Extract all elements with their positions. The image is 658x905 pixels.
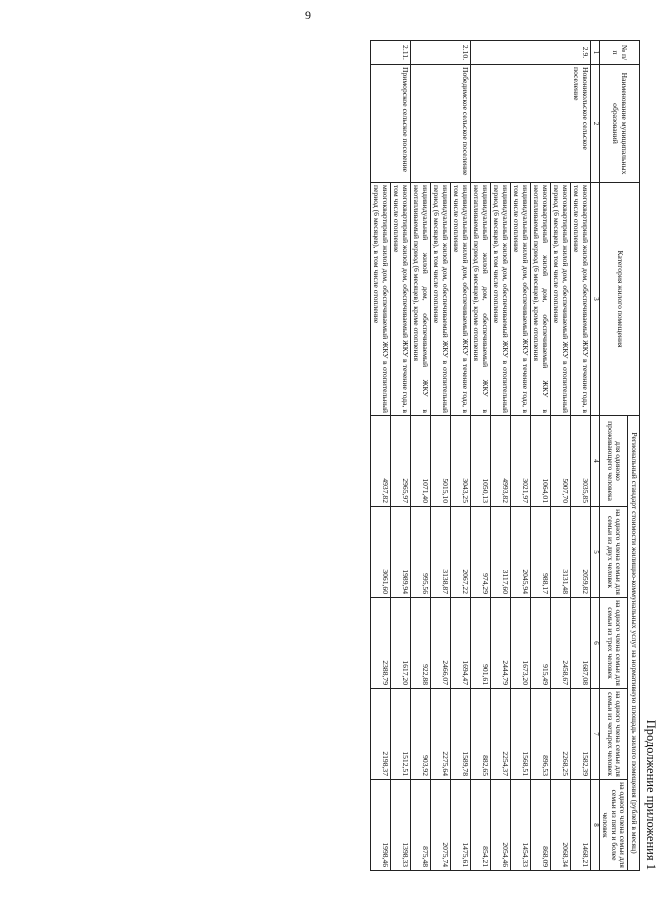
row-number: 2.9. xyxy=(471,41,591,65)
value-cell: 988,17 xyxy=(531,507,551,598)
value-cell: 1694,47 xyxy=(451,598,471,689)
category-cell: индивидуальный жилой дом, обеспечиваемый ЖКУ в отопительный период (6 месяцев), в том числе отопление xyxy=(491,183,511,416)
header-municipality: Наименование муниципальных образований xyxy=(600,65,640,183)
row-number: 2.10. xyxy=(411,41,471,65)
category-cell: индивидуальный жилой дом, обеспечиваемый ЖКУ в течение года, в том числе отопление xyxy=(451,183,471,416)
header-five: на одного члена семьи для семьи из пяти и более человек xyxy=(600,780,629,871)
table-row xyxy=(451,41,471,871)
value-cell: 5015,10 xyxy=(431,416,451,507)
value-cell: 3043,25 xyxy=(451,416,471,507)
value-cell: 1512,51 xyxy=(391,689,411,780)
index-row xyxy=(591,41,600,871)
value-cell: 2045,94 xyxy=(511,507,531,598)
table-row xyxy=(571,41,591,871)
value-cell: 3138,87 xyxy=(431,507,451,598)
category-cell: многоквартирный жилой дом, обеспечиваемый ЖКУ в отопительный период (6 месяцев), в том числе отопление xyxy=(551,183,571,416)
value-cell: 896,53 xyxy=(531,689,551,780)
value-cell: 1468,21 xyxy=(571,780,591,871)
index-cell: 4 xyxy=(591,416,600,507)
page-number: 9 xyxy=(305,8,311,22)
header-row-1 xyxy=(628,41,640,871)
category-cell: индивидуальный жилой дом, обеспечиваемый ЖКУ в отопительный период (6 месяцев), в том числе отопление xyxy=(431,183,451,416)
value-cell: 2388,79 xyxy=(371,598,391,689)
header-three: на одного члена семьи для семьи из трех человек xyxy=(600,598,629,689)
value-cell: 1568,51 xyxy=(511,689,531,780)
value-cell: 1589,78 xyxy=(451,689,471,780)
value-cell: 3021,97 xyxy=(511,416,531,507)
value-cell: 1064,01 xyxy=(531,416,551,507)
value-cell: 2075,74 xyxy=(431,780,451,871)
value-cell: 2067,22 xyxy=(451,507,471,598)
value-cell: 875,48 xyxy=(411,780,431,871)
value-cell: 995,56 xyxy=(411,507,431,598)
value-cell: 2254,37 xyxy=(491,689,511,780)
value-cell: 2965,97 xyxy=(391,416,411,507)
category-cell: многоквартирный жилой дом, обеспечиваемый ЖКУ в неотапливаемый период (6 месяцев), кроме отопления xyxy=(531,183,551,416)
value-cell: 2268,25 xyxy=(551,689,571,780)
value-cell: 854,21 xyxy=(471,780,491,871)
header-category: Категория жилого помещения xyxy=(600,183,640,416)
value-cell: 1454,33 xyxy=(511,780,531,871)
value-cell: 1673,20 xyxy=(511,598,531,689)
row-number: 2.11. xyxy=(371,41,411,65)
value-cell: 2444,79 xyxy=(491,598,511,689)
index-cell: 1 xyxy=(591,41,600,65)
value-cell: 3131,48 xyxy=(551,507,571,598)
municipality-name: Победимское сельское поселение xyxy=(411,65,471,183)
header-no: № п/п xyxy=(600,41,640,65)
value-cell: 1398,33 xyxy=(391,780,411,871)
index-cell: 8 xyxy=(591,780,600,871)
index-cell: 5 xyxy=(591,507,600,598)
value-cell: 1998,46 xyxy=(371,780,391,871)
index-cell: 7 xyxy=(591,689,600,780)
value-cell: 2198,37 xyxy=(371,689,391,780)
category-cell: индивидуальный жилой дом, обеспечиваемый ЖКУ в течение года, в том числе отопление xyxy=(511,183,531,416)
value-cell: 901,61 xyxy=(471,598,491,689)
value-cell: 2059,82 xyxy=(571,507,591,598)
value-cell: 2054,46 xyxy=(491,780,511,871)
category-cell: многоквартирный жилой дом, обеспечиваемый ЖКУ в течение года, в том числе отопление xyxy=(571,183,591,416)
header-four: на одного члена семьи для семьи из четырех человек xyxy=(600,689,629,780)
header-single: для одиноко проживающего человека xyxy=(600,416,629,507)
value-cell: 1475,61 xyxy=(451,780,471,871)
category-cell: индивидуальный жилой дом, обеспечиваемый ЖКУ в неотапливаемый период (6 месяцев), кроме отопления xyxy=(471,183,491,416)
index-cell: 3 xyxy=(591,183,600,416)
value-cell: 3117,60 xyxy=(491,507,511,598)
value-cell: 3061,60 xyxy=(371,507,391,598)
value-cell: 2275,64 xyxy=(431,689,451,780)
value-cell: 1687,08 xyxy=(571,598,591,689)
value-cell: 3035,85 xyxy=(571,416,591,507)
index-cell: 6 xyxy=(591,598,600,689)
category-cell: многоквартирный жилой дом, обеспечиваемый ЖКУ в течение года, в том числе отопление xyxy=(391,183,411,416)
index-cell: 2 xyxy=(591,65,600,183)
value-cell: 1617,20 xyxy=(391,598,411,689)
value-cell: 4937,82 xyxy=(371,416,391,507)
value-cell: 5007,70 xyxy=(551,416,571,507)
value-cell: 4993,82 xyxy=(491,416,511,507)
value-cell: 922,88 xyxy=(411,598,431,689)
continuation-label: Продолжение приложения 1 xyxy=(644,719,658,870)
value-cell: 974,29 xyxy=(471,507,491,598)
category-cell: многоквартирный жилой дом, обеспечиваемый ЖКУ в отопительный период (6 месяцев), в том числе отопление xyxy=(371,183,391,416)
value-cell: 882,65 xyxy=(471,689,491,780)
value-cell: 2458,67 xyxy=(551,598,571,689)
value-cell: 1071,40 xyxy=(411,416,431,507)
municipality-name: Новоникольское сельское поселение xyxy=(471,65,591,183)
municipality-name: Приморское сельское поселение xyxy=(371,65,411,183)
standards-table xyxy=(370,40,640,871)
value-cell: 1582,39 xyxy=(571,689,591,780)
value-cell: 868,09 xyxy=(531,780,551,871)
value-cell: 915,49 xyxy=(531,598,551,689)
value-cell: 1050,13 xyxy=(471,416,491,507)
rotated-sheet xyxy=(185,40,658,870)
category-cell: индивидуальный жилой дом, обеспечиваемый ЖКУ в неотапливаемый период (6 месяцев), кроме отопления xyxy=(411,183,431,416)
value-cell: 903,92 xyxy=(411,689,431,780)
header-group: Региональный стандарт стоимости жилищно-коммунальных услуг на нормативную площадь жилого помещения (рублей в месяц) xyxy=(628,416,640,871)
header-two: на одного члена семьи для семьи из двух человек xyxy=(600,507,629,598)
value-cell: 2466,07 xyxy=(431,598,451,689)
value-cell: 2068,34 xyxy=(551,780,571,871)
value-cell: 1989,94 xyxy=(391,507,411,598)
table-row xyxy=(391,41,411,871)
